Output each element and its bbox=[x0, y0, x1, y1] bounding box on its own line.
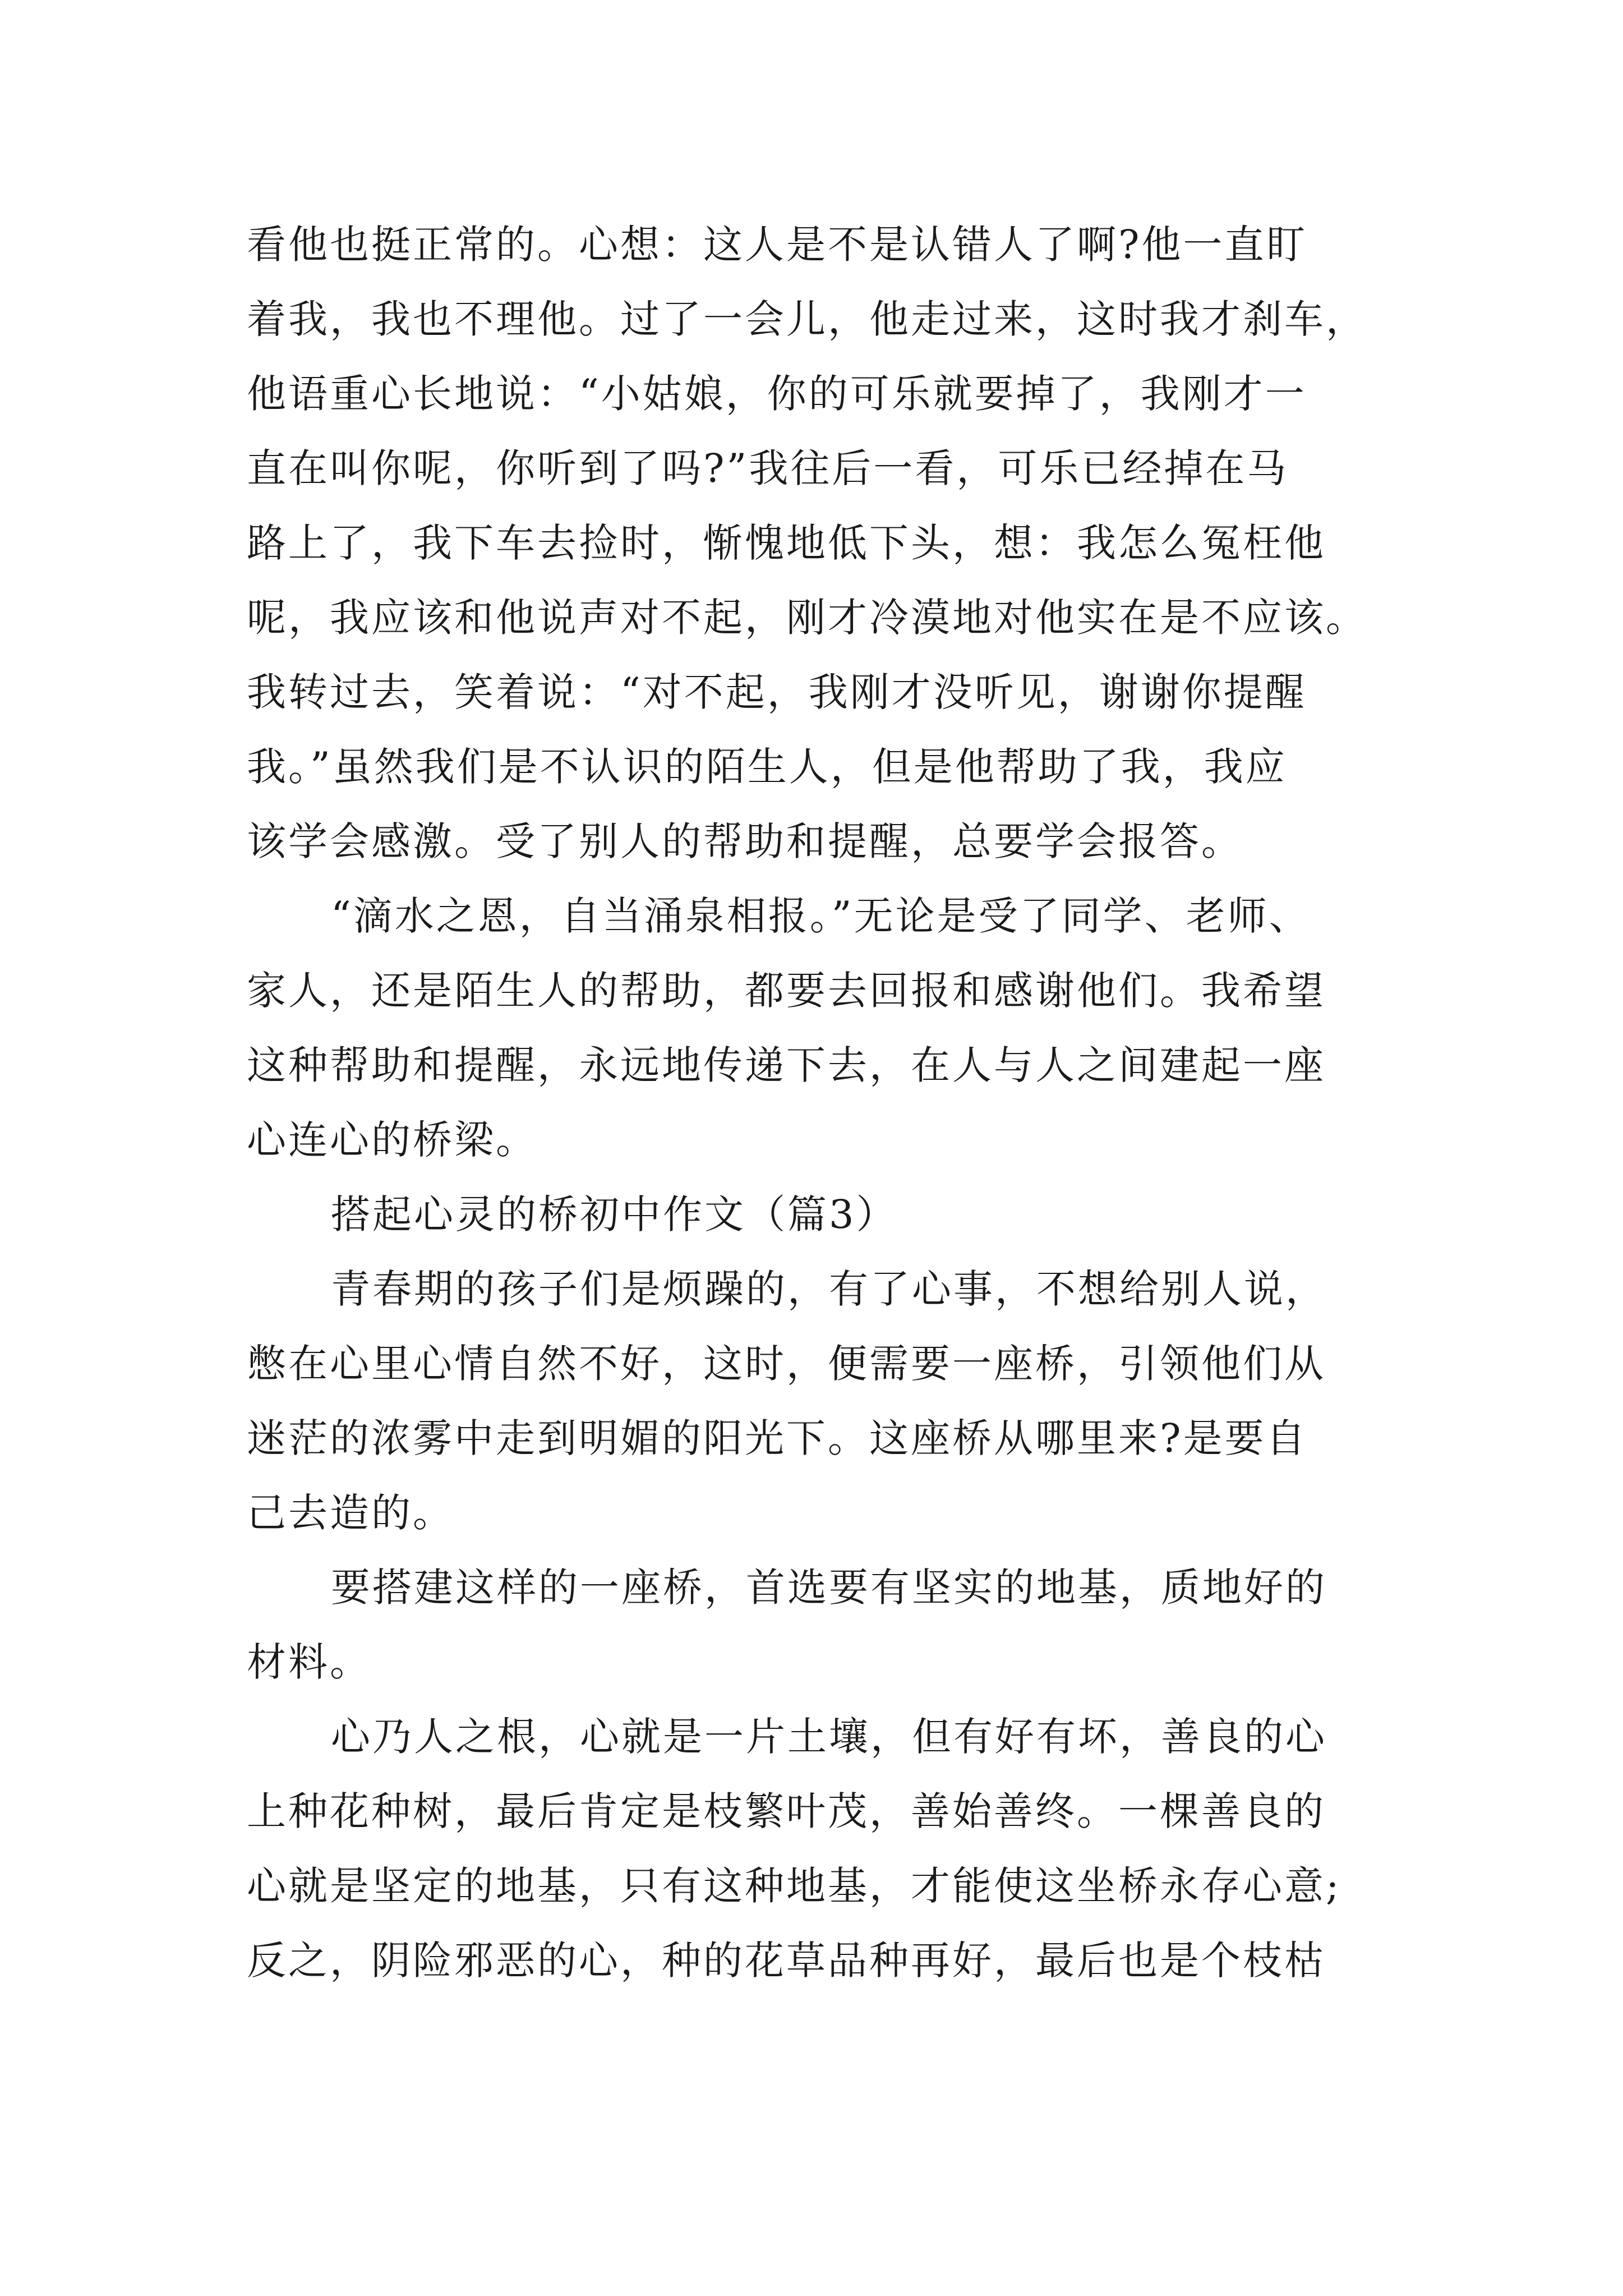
text-line: 我。”虽然我们是不认识的陌生人，但是他帮助了我，我应 bbox=[247, 744, 1287, 790]
section-heading: 搭起心灵的桥初中作文（篇3） bbox=[331, 1191, 898, 1237]
text-line: 他语重心长地说：“小姑娘，你的可乐就要掉了，我刚才一 bbox=[247, 371, 1307, 417]
text-line: 材料。 bbox=[247, 1639, 371, 1685]
text-line: 呢，我应该和他说声对不起，刚才冷漠地对他实在是不应该。 bbox=[247, 595, 1367, 641]
text-line: 心就是坚定的地基，只有这种地基，才能使这坐桥永存心意; bbox=[247, 1863, 1341, 1909]
paragraph-start-line: 青春期的孩子们是烦躁的，有了心事，不想给别人说， bbox=[331, 1266, 1327, 1312]
text-line: 反之，阴险邪恶的心，种的花草品种再好，最后也是个枝枯 bbox=[247, 1938, 1326, 1984]
text-line: 上种花种树，最后肯定是枝繁叶茂，善始善终。一棵善良的 bbox=[247, 1788, 1326, 1834]
text-line: 己去造的。 bbox=[247, 1490, 454, 1536]
text-line: 心连心的桥梁。 bbox=[247, 1117, 537, 1163]
text-line: 该学会感激。受了别人的帮助和提醒，总要学会报答。 bbox=[247, 818, 1243, 864]
text-line: 我转过去，笑着说：“对不起，我刚才没听见，谢谢你提醒 bbox=[247, 669, 1307, 715]
paragraph-start-line: 要搭建这样的一座桥，首选要有坚实的地基，质地好的 bbox=[331, 1565, 1327, 1611]
text-line: 迷茫的浓雾中走到明媚的阳光下。这座桥从哪里来?是要自 bbox=[247, 1415, 1308, 1461]
text-line: 家人，还是陌生人的帮助，都要去回报和感谢他们。我希望 bbox=[247, 968, 1326, 1014]
paragraph-start-line: “滴水之恩，自当涌泉相报。”无论是受了同学、老师、 bbox=[331, 893, 1311, 939]
text-line: 憋在心里心情自然不好，这时，便需要一座桥，引领他们从 bbox=[247, 1341, 1326, 1387]
text-line: 着我，我也不理他。过了一会儿，他走过来，这时我才刹车， bbox=[247, 296, 1367, 342]
text-line: 路上了，我下车去捡时，惭愧地低下头，想：我怎么冤枉他 bbox=[247, 520, 1326, 566]
paragraph-start-line: 心乃人之根，心就是一片土壤，但有好有坏，善良的心 bbox=[331, 1714, 1327, 1760]
text-line: 看他也挺正常的。心想：这人是不是认错人了啊?他一直盯 bbox=[247, 222, 1308, 268]
body-text bbox=[247, 208, 1385, 1998]
text-line: 直在叫你呢，你听到了吗?”我往后一看，可乐已经掉在马 bbox=[247, 445, 1289, 491]
text-line: 这种帮助和提醒，永远地传递下去，在人与人之间建起一座 bbox=[247, 1042, 1326, 1088]
